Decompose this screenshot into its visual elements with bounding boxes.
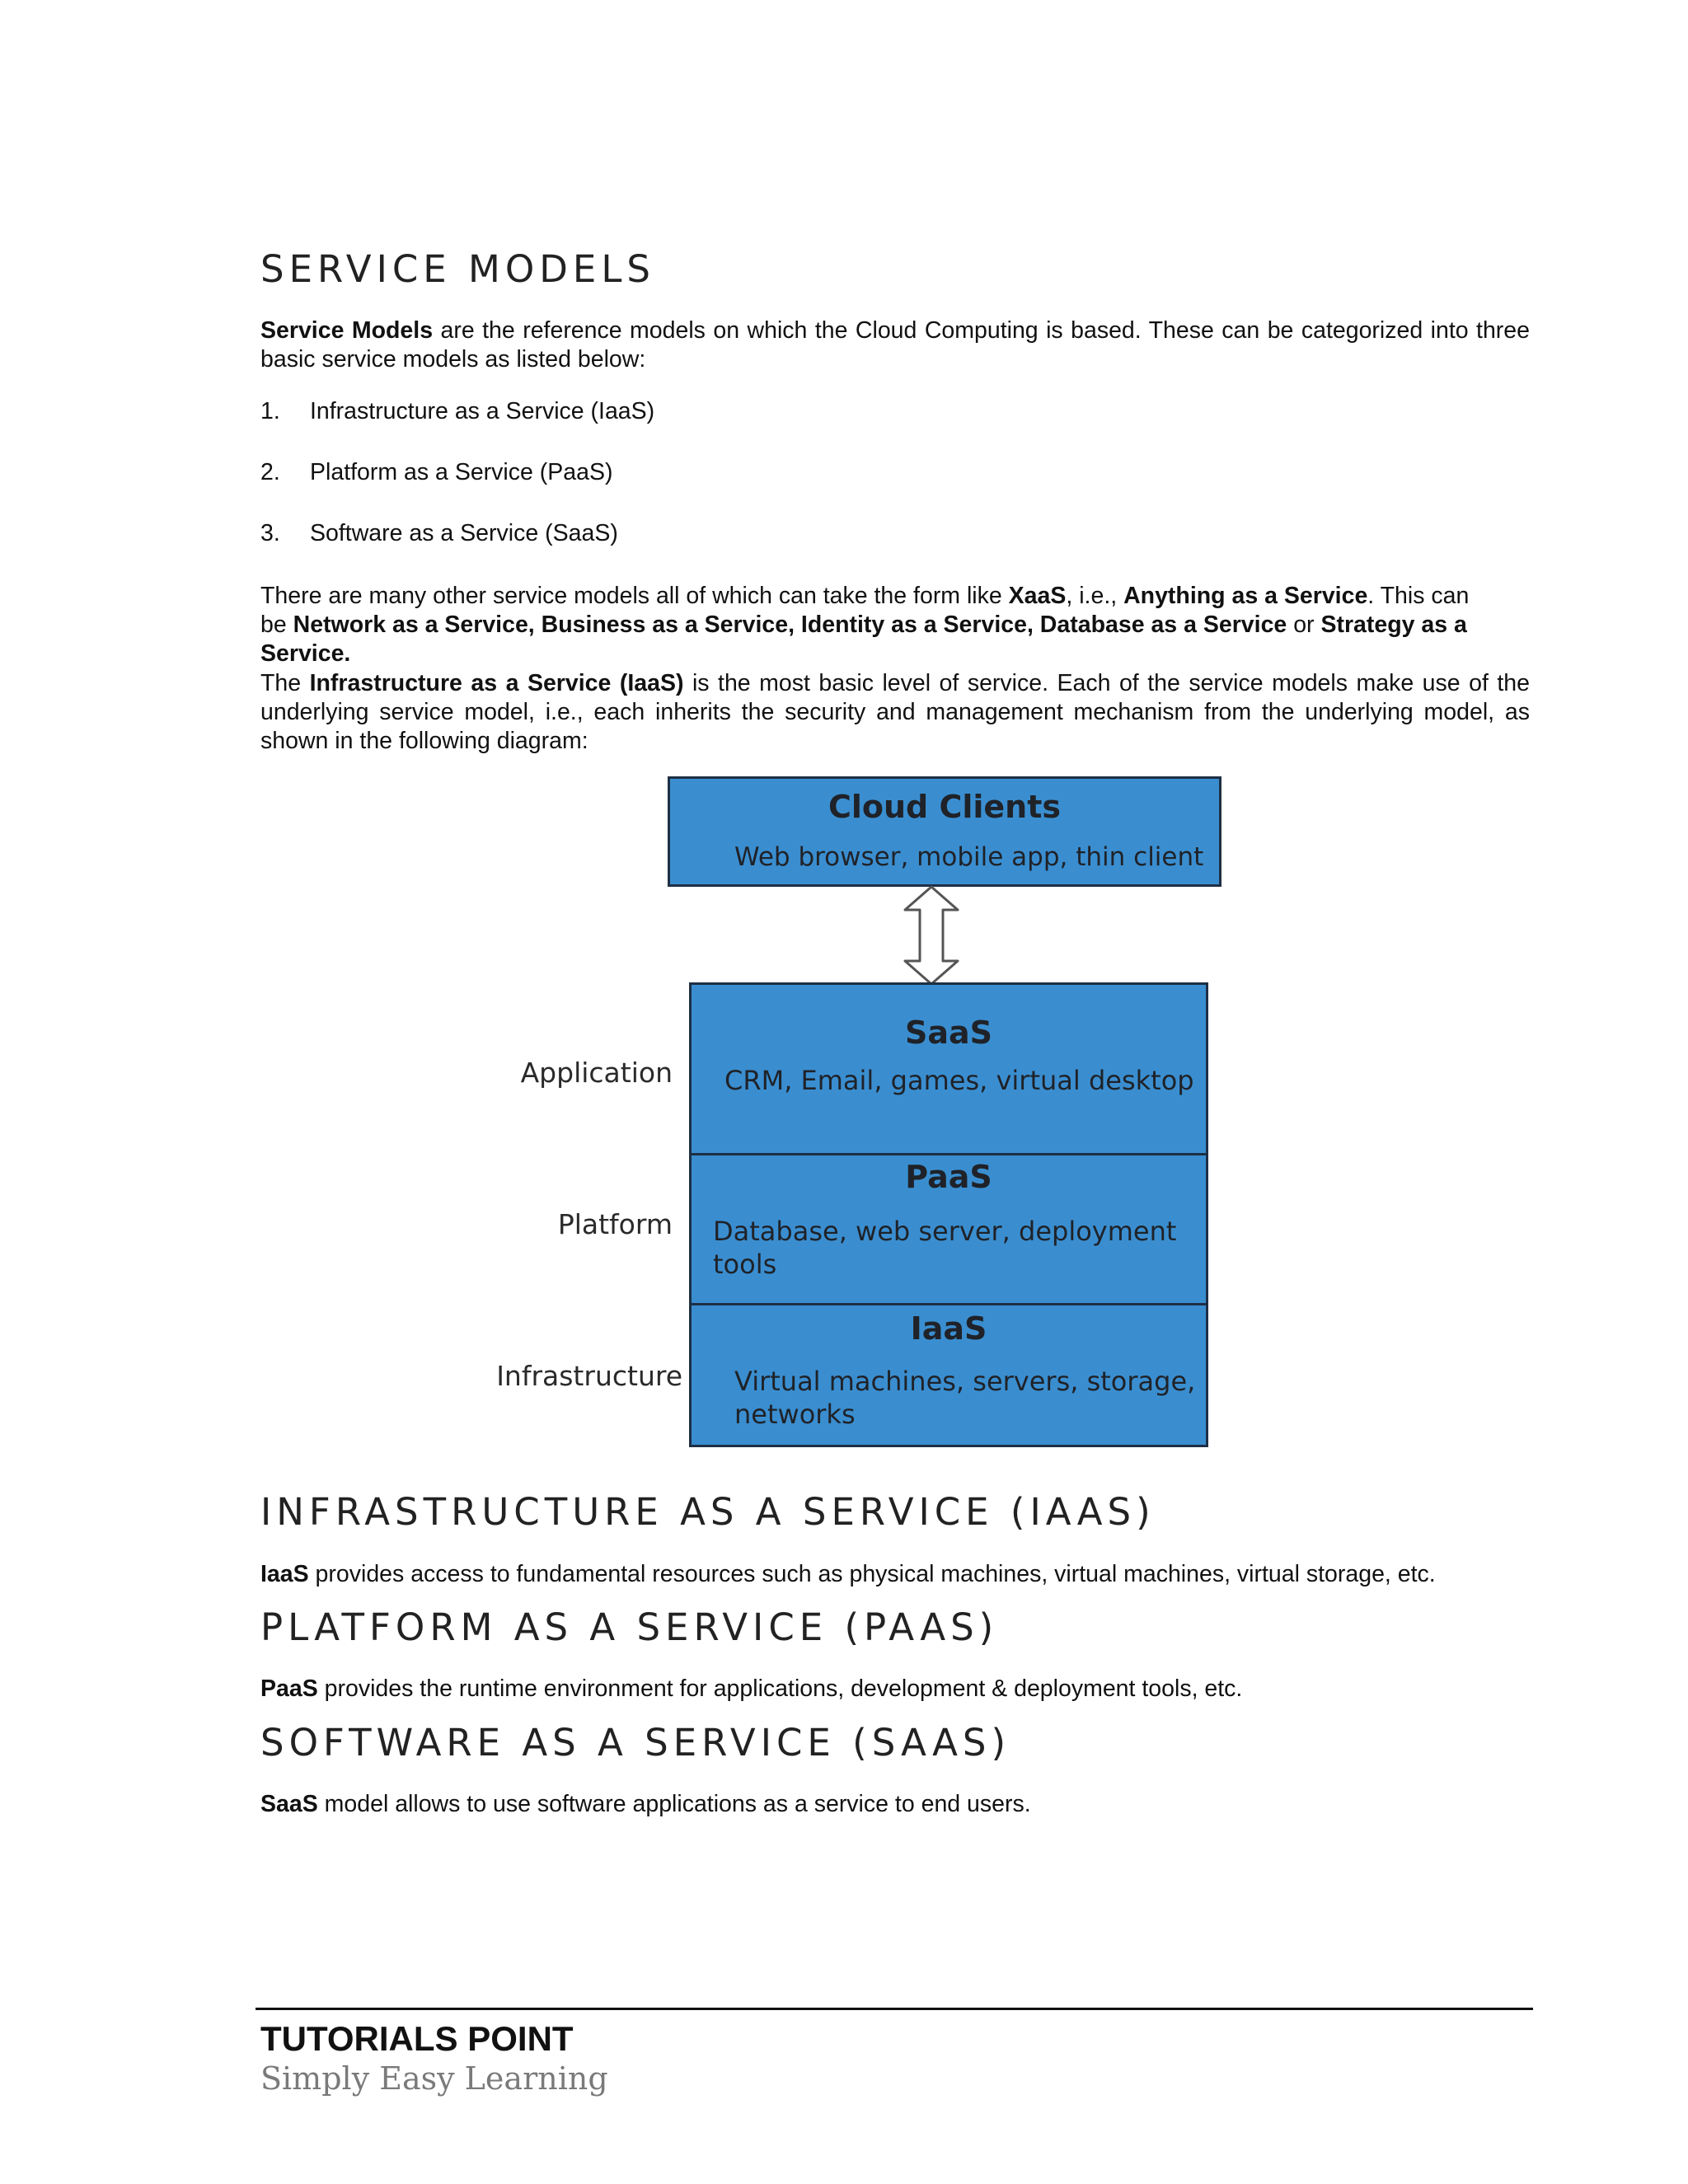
intro-paragraph [260, 316, 1530, 374]
bold-run: Network as a Service, Business as a Service, Identity as a Service, Database as a Service [293, 612, 1287, 638]
iaas-desc-line-2: networks [734, 1399, 856, 1430]
footer-tagline: Simply Easy Learning [260, 2060, 608, 2097]
infrastructure-label: Infrastructure [496, 1360, 682, 1392]
iaas-paragraph [260, 1560, 1530, 1589]
footer-divider [256, 2008, 1533, 2010]
text-run: , i.e., [1066, 583, 1124, 609]
list-item [260, 397, 654, 426]
cloud-clients-title: Cloud Clients [828, 789, 1062, 825]
list-item-text: Software as a Service (SaaS) [310, 520, 618, 546]
bold-run: PaaS [260, 1675, 318, 1702]
paas-box [689, 1153, 1208, 1305]
paas-desc-line-2: tools [713, 1249, 777, 1280]
iaas-desc-line-1: Virtual machines, servers, storage, [734, 1366, 1196, 1397]
list-item-number: 2. [260, 459, 280, 485]
saas-paragraph [260, 1790, 1530, 1819]
list-item-number: 1. [260, 398, 280, 424]
heading-paas: PLATFORM AS A SERVICE (PAAS) [260, 1605, 999, 1649]
xaas-paragraph [260, 582, 1497, 668]
iaas-title: IaaS [910, 1310, 987, 1347]
paas-desc-line-1: Database, web server, deployment [713, 1216, 1177, 1247]
bold-run: SaaS [260, 1791, 318, 1817]
text-run: There are many other service models all of which can take the form like [260, 583, 1009, 609]
cloud-clients-desc: Web browser, mobile app, thin client [734, 842, 1204, 872]
text-run: or [1287, 612, 1321, 638]
saas-title: SaaS [904, 1015, 993, 1051]
text-run: is the most basic level of service. Each of the service models make use of the underlying service model, i.e., each inherits the security and management mechanism from the underlying model, as shown in the following diagram: [260, 670, 1530, 754]
text-run: The [260, 670, 310, 696]
text-run: provides access to fundamental resources such as physical machines, virtual machines, virtual storage, etc. [308, 1561, 1436, 1587]
intro-bold: Service Models [260, 317, 434, 344]
text-run: provides the runtime environment for applications, development & deployment tools, etc. [317, 1675, 1243, 1702]
text-run: model allows to use software applications as a service to end users. [317, 1791, 1031, 1817]
paas-title: PaaS [905, 1159, 992, 1195]
list-item [260, 458, 612, 487]
heading-saas: SOFTWARE AS A SERVICE (SAAS) [260, 1721, 1011, 1765]
text-run: . This can be [260, 583, 1470, 638]
heading-iaas: INFRASTRUCTURE AS A SERVICE (IAAS) [260, 1490, 1156, 1534]
double-arrow-icon [898, 885, 964, 986]
platform-label: Platform [557, 1208, 673, 1240]
list-item-number: 3. [260, 520, 280, 546]
bold-run: Strategy as a Service. [260, 612, 1467, 667]
bold-run: Anything as a Service [1123, 583, 1368, 609]
list-item-text: Infrastructure as a Service (IaaS) [310, 398, 655, 424]
paas-paragraph [260, 1675, 1530, 1704]
heading-service-models: SERVICE MODELS [260, 247, 655, 291]
saas-box [689, 982, 1208, 1155]
bold-run: IaaS [260, 1561, 309, 1587]
bold-run: XaaS [1008, 583, 1067, 609]
iaas-intro-paragraph [260, 669, 1530, 756]
footer-brand: TUTORIALS POINT [260, 2019, 574, 2058]
application-label: Application [520, 1057, 673, 1089]
bold-run: Infrastructure as a Service (IaaS) [309, 670, 684, 696]
list-item [260, 519, 618, 548]
cloud-clients-box [668, 776, 1221, 887]
list-item-text: Platform as a Service (PaaS) [310, 459, 613, 485]
intro-text: are the reference models on which the Cloud Computing is based. These can be categorized into three basic service models as listed below: [260, 317, 1530, 373]
iaas-box [689, 1303, 1208, 1447]
saas-desc: CRM, Email, games, virtual desktop [724, 1065, 1194, 1096]
